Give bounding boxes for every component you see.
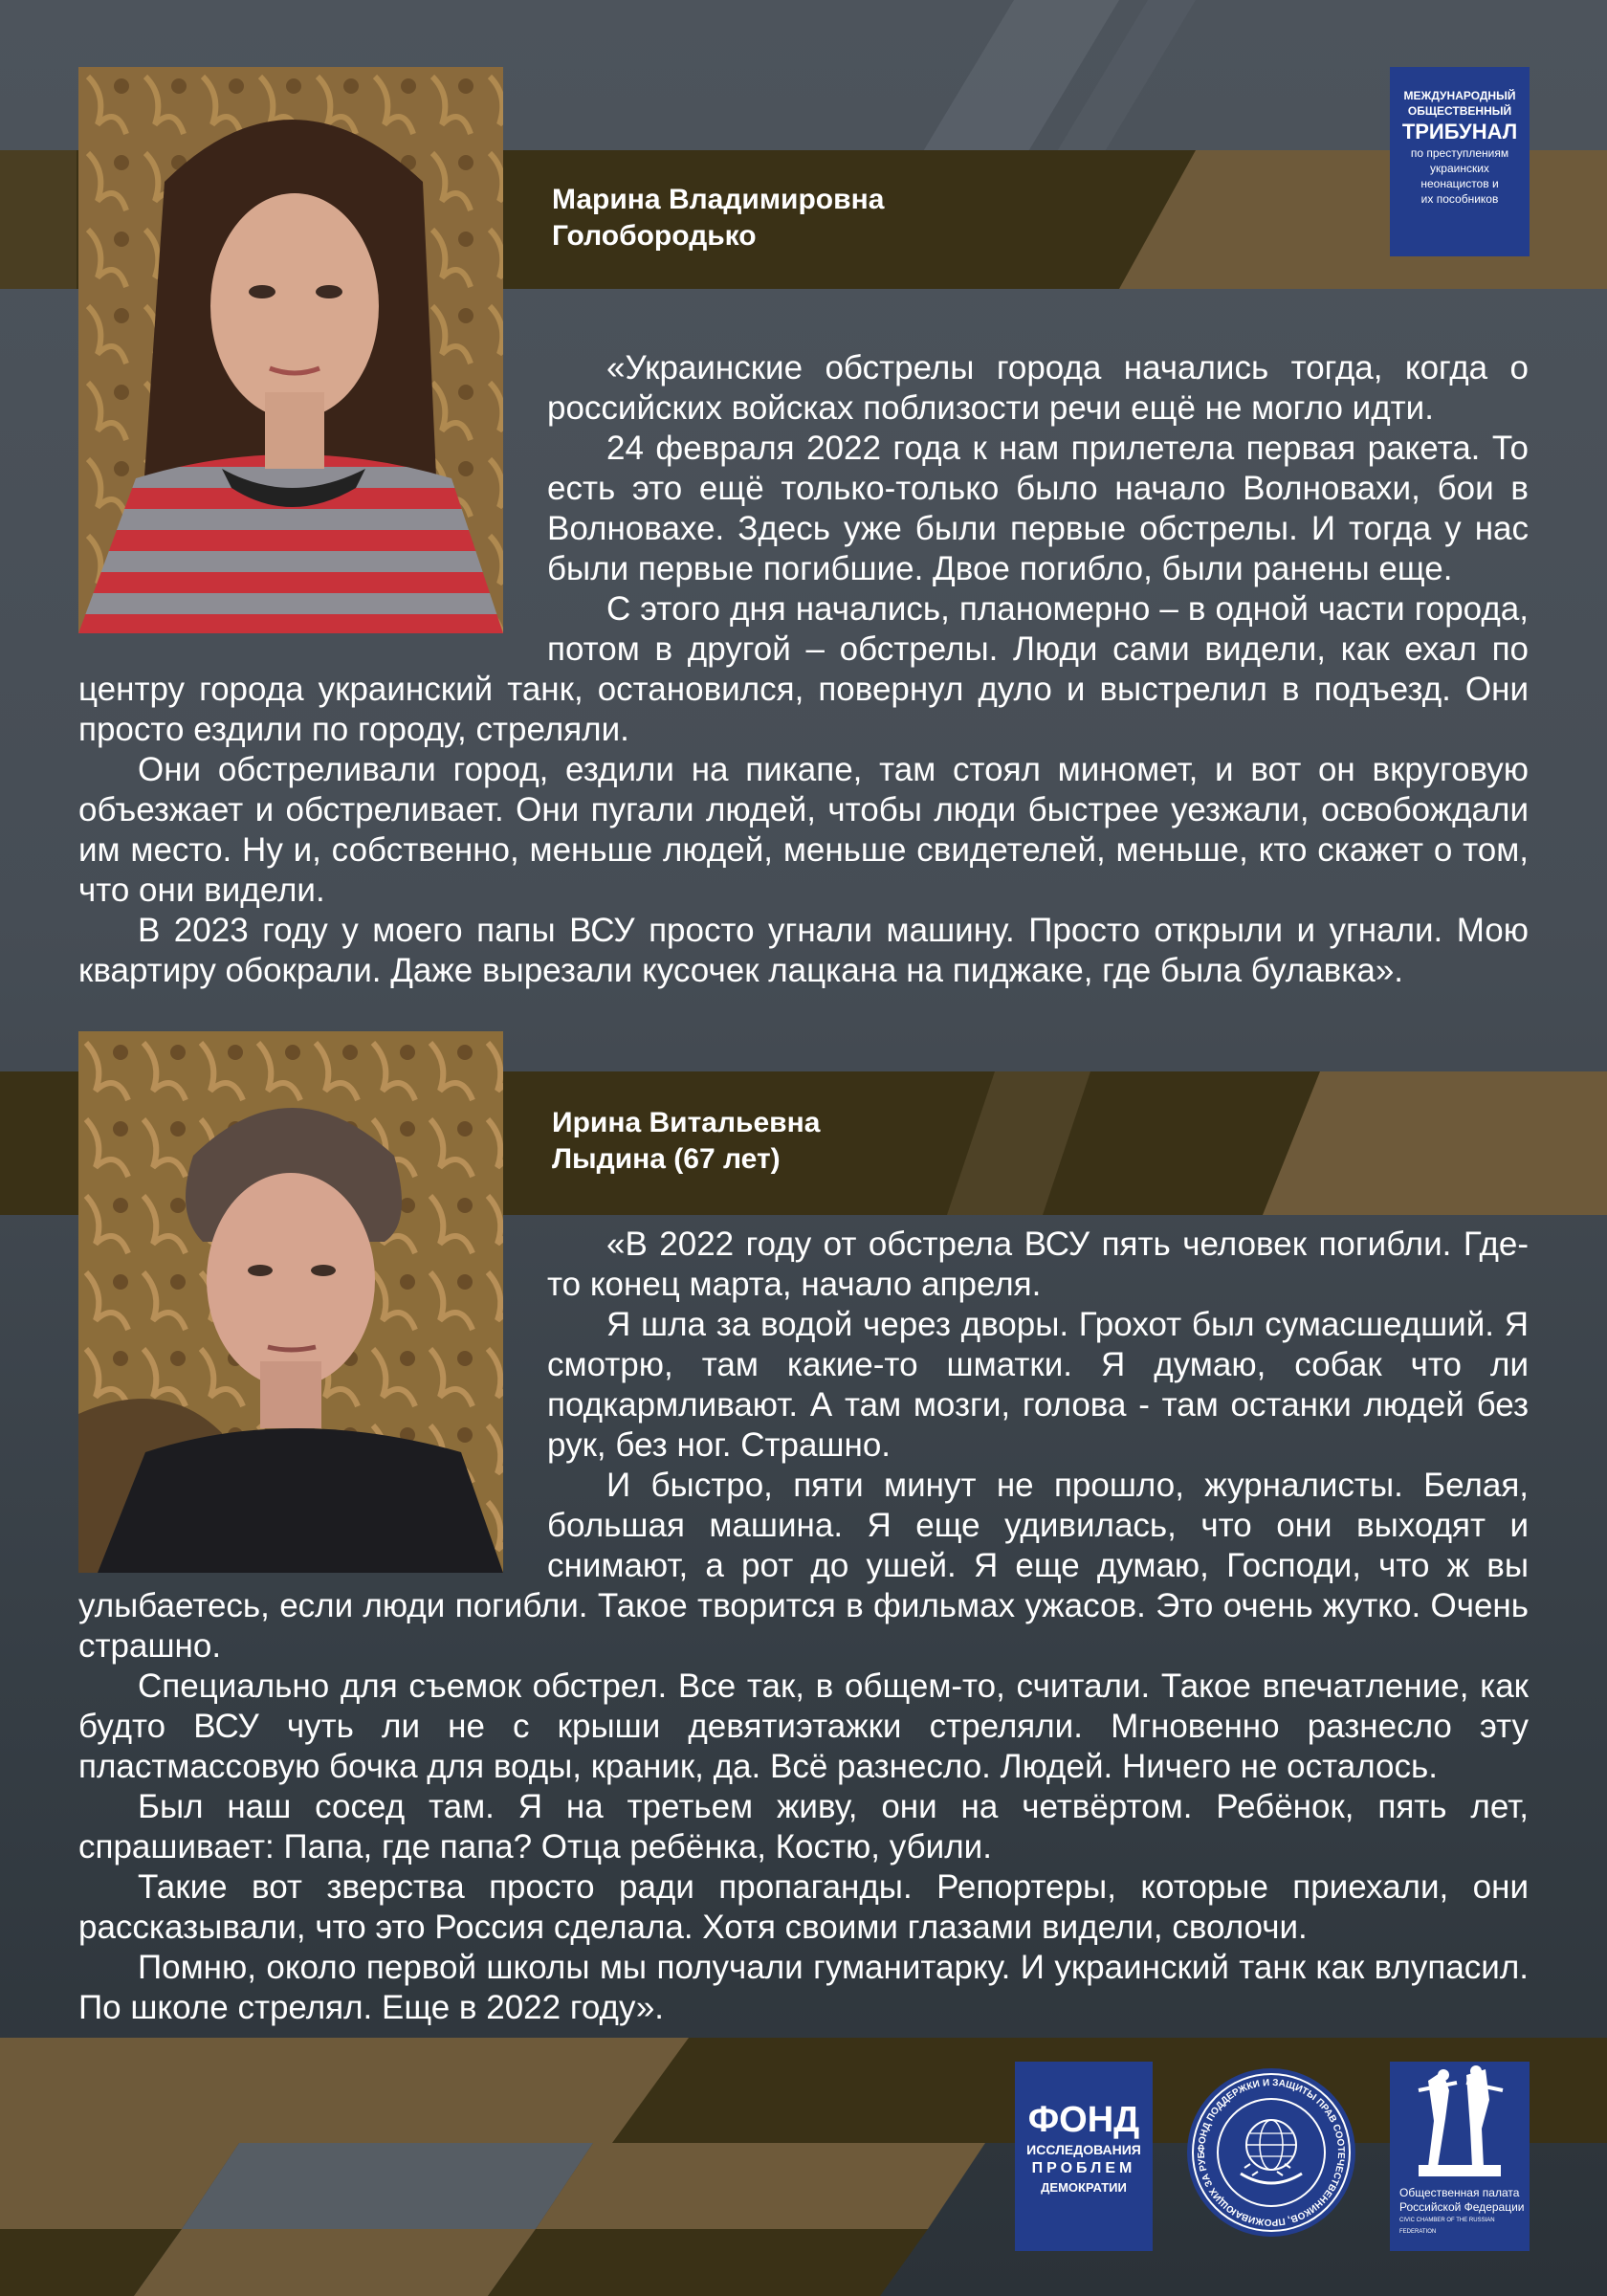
fund-line1: ФОНД (1027, 2100, 1140, 2140)
testimony1-paragraph: С этого дня начались, планомерно – в одной части города, потом в другой – обстрелы. Люди сами видели, как ехал по центру города украинский танк, остановился, повернул дуло и выстрелил в подъезд. Они просто ездили по городу, стреляли. (78, 590, 1529, 748)
tribunal-line1: МЕЖДУНАРОДНЫЙ (1403, 89, 1516, 102)
tribunal-line4: по преступлениям (1410, 146, 1509, 160)
testimony1-name-line2: Голобородько (552, 220, 757, 252)
worker-kolkhoz-woman-monument-icon (1390, 2062, 1530, 2186)
footer-checker-2 (536, 2143, 985, 2229)
testimony1-name-line1: Марина Владимировна (552, 184, 885, 215)
testimony2-paragraph: Был наш сосед там. Я на третьем живу, они на четвёртом. Ребёнок, пять лет, спрашивает: Папа, где папа? Отца ребёнка, Костю, убили. (78, 1788, 1529, 1866)
footer-checker-4 (134, 2229, 536, 2296)
testimony1-paragraph: Они обстреливали город, ездили на пикапе, там стоял миномет, и вот он вкруговую объезжает и обстреливает. Они пугали людей, чтобы люди быстрее уезжали, освобождали им место. Ну и, собственно, меньше людей, меньше свидетелей, меньше, кто скажет о том, что они видели. (78, 751, 1529, 909)
band1-brown-left (0, 150, 77, 289)
testimony2-paragraph: Я шла за водой через дворы. Грохот был сумасшедший. Я смотрю, там какие-то шматки. Я думаю, собак что ли подкармливают. А там мозги, голова - там останки людей без рук, без ног. Страшно. (547, 1306, 1529, 1464)
tribunal-line3: ТРИБУНАЛ (1401, 120, 1518, 144)
testimony2-name (552, 1105, 820, 1178)
seal-ring-text: ФОНД ПОДДЕРЖКИ И ЗАЩИТЫ ПРАВ СООТЕЧЕСТВЕННИКОВ, ПРОЖИВАЮЩИХ ЗА РУБ (1196, 2077, 1347, 2228)
footer-checker-5 (488, 2229, 928, 2296)
tribunal-line2: ОБЩЕСТВЕННЫЙ (1407, 104, 1512, 118)
testimony2-name-line2: Лыдина (67 лет) (552, 1143, 781, 1175)
footer-band-top-brown (0, 2038, 689, 2143)
compatriots-seal (1185, 2066, 1357, 2239)
testimony1-paragraph: В 2023 году у моего папы ВСУ просто угнали машину. Просто открыли и угнали. Мою квартиру обокрали. Даже вырезали кусочек лацкана на пиджаке, где была булавка». (78, 912, 1529, 989)
photo1-wrap-spacer (78, 348, 547, 654)
testimony1-text (78, 348, 1529, 991)
testimony2-paragraph: Помню, около первой школы мы получали гуманитарку. И украинский танк как влупасил. По школе стрелял. Еще в 2022 году». (78, 1949, 1529, 2026)
fund-line4: ДЕМОКРАТИИ (1041, 2180, 1127, 2195)
band2-brown-right (1263, 1071, 1607, 1215)
testimony2-paragraph: Такие вот зверства просто ради пропаганды. Репортеры, которые приехали, они рассказывали, что это Россия сделала. Хотя своими глазами видели, сволочи. (78, 1868, 1529, 1946)
tribunal-line7: их пособников (1420, 192, 1499, 206)
testimony2-name-line1: Ирина Витальевна (552, 1107, 821, 1138)
chamber-line3: CIVIC CHAMBER OF THE RUSSIAN FEDERATION (1399, 2218, 1495, 2235)
band1-brown (1119, 150, 1607, 289)
fund-line2: ИССЛЕДОВАНИЯ (1026, 2142, 1141, 2157)
testimony1-name (552, 182, 884, 254)
fund-line3: ПРОБЛЕМ (1031, 2160, 1136, 2176)
fund-logo (1015, 2062, 1153, 2251)
testimony2-paragraph: Специально для съемок обстрел. Все так, в общем-то, считали. Такое впечатление, как будто ВСУ чуть ли не с крыши девятиэтажки стреляли. Мгновенно разнесло эту пластмассовую бочка для воды, краник, да. Всё разнесло. Людей. Ничего не осталось. (78, 1667, 1529, 1785)
chamber-line1: Общественная палата (1399, 2186, 1520, 2199)
globe-wreath-seal-icon (1185, 2066, 1357, 2239)
tribunal-line6: неонацистов и (1420, 177, 1499, 190)
civic-chamber-logo (1390, 2062, 1530, 2251)
footer-checker-1 (182, 2143, 593, 2229)
tribunal-line5: украинских (1430, 162, 1489, 175)
testimony2-text (78, 1225, 1529, 2028)
tribunal-badge (1390, 67, 1530, 256)
testimony2-paragraph: И быстро, пяти минут не прошло, журналисты. Белая, большая машина. Я еще удивилась, что они выходят и снимают, а рот до ушей. Я еще думаю, Господи, что ж вы улыбаетесь, если люди погибли. Такое творится в фильмах ужасов. Это очень жутко. Очень страшно. (78, 1467, 1529, 1665)
photo2-wrap-spacer (78, 1225, 547, 1569)
testimony1-paragraph: «Украинские обстрелы города начались тогда, когда о российских войсках поблизости речи ещё не могло идти. (547, 349, 1529, 427)
testimony2-paragraph: «В 2022 году от обстрела ВСУ пять человек погибли. Где-то конец марта, начало апреля. (547, 1225, 1529, 1303)
chamber-line2: Российской Федерации (1399, 2200, 1525, 2214)
testimony1-paragraph: 24 февраля 2022 года к нам прилетела первая ракета. То есть это ещё только-только было начало Волновахи, бои в Волновахе. Здесь уже были первые обстрелы. И тогда у нас были первые погибшие. Двое погибло, были ранены еще. (547, 430, 1529, 587)
